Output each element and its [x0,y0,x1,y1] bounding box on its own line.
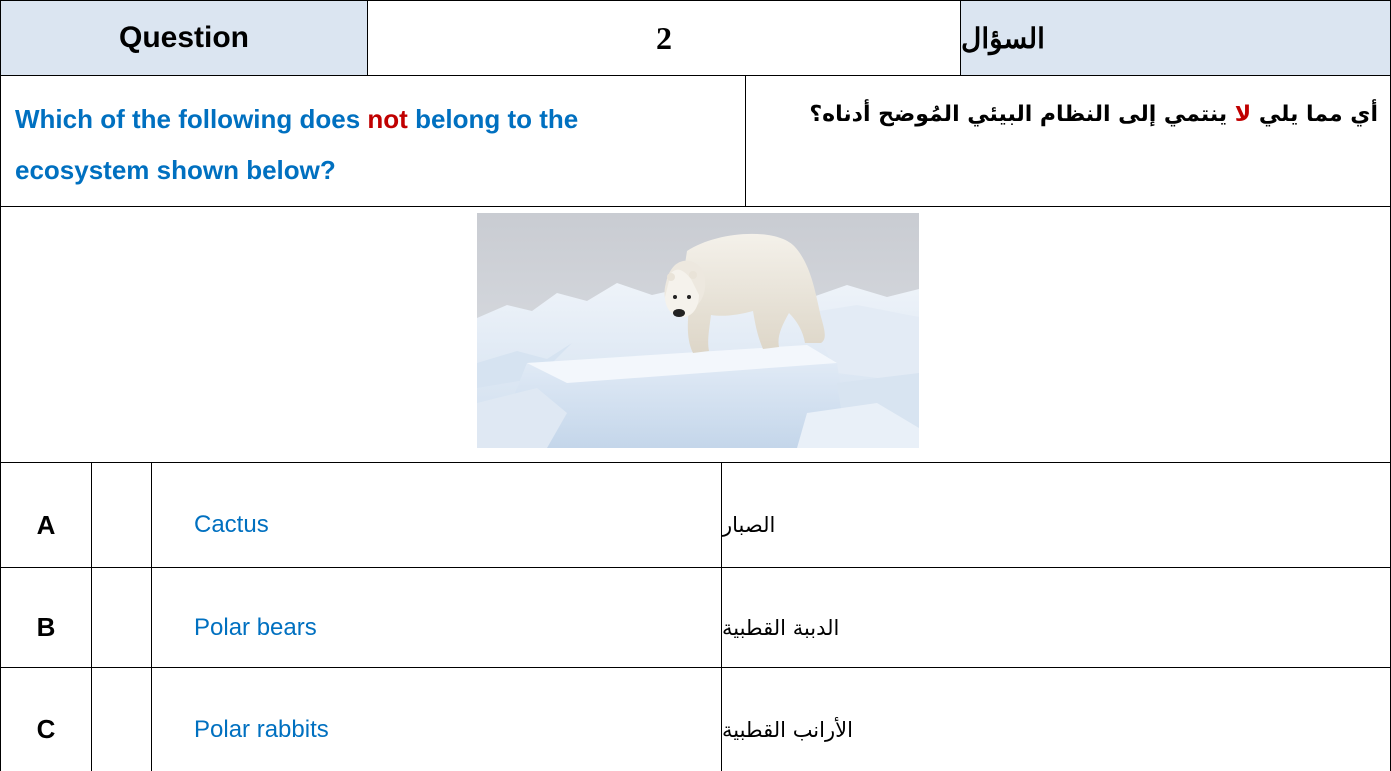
option-c-letter [1,668,91,771]
stem-ar-part-2: ينتمي إلى النظام البيئي المُوضح أدناه؟ [809,102,1235,127]
stem-ar-negation: لا [1234,102,1252,127]
option-b-english [152,568,721,667]
stem-en-part-1: Which of the following does [15,104,368,134]
option-c-english [152,668,721,771]
option-b-answer-box[interactable] [92,568,151,667]
option-a-english-text: Cactus [194,511,269,538]
polar-bear-photo [477,213,919,448]
option-b-arabic-text: الدببة القطبية [722,615,840,640]
question-stem-en-text [15,94,715,196]
option-b-english-text: Polar bears [194,613,317,641]
option-a-answer-box[interactable] [92,463,151,567]
question-number-text: 2 [656,19,672,56]
stem-en-negation: not [367,104,408,134]
option-c-arabic-text: الأرانب القطبية [722,717,853,742]
option-c-letter-text: C [36,714,56,744]
polar-bear-illustration [477,213,919,448]
option-b-arabic [722,568,1390,667]
option-b-letter [1,568,91,667]
option-c-answer-box[interactable] [92,668,151,771]
question-label-ar-text: السؤال [961,22,1045,54]
option-a-arabic [722,463,1390,567]
question-stem-ar-text [758,90,1378,140]
option-a-letter [1,463,91,567]
question-label-en [0,0,368,76]
option-c-arabic [722,668,1390,771]
question-stem-en [0,75,746,207]
question-label-ar [960,0,1391,76]
option-a-arabic-text: الصبار [722,513,776,537]
option-b-letter-text: B [36,612,56,642]
stem-ar-part-1: أي مما يلي [1251,102,1378,127]
option-c-english-text: Polar rabbits [194,715,329,743]
question-number [367,0,961,76]
option-a-english [152,463,721,567]
stem-en-part-2: belong to the ecosystem shown below? [15,104,579,185]
question-stem-ar [745,75,1391,207]
question-label-en-text: Question [118,21,249,54]
option-a-letter-text: A [36,509,56,540]
